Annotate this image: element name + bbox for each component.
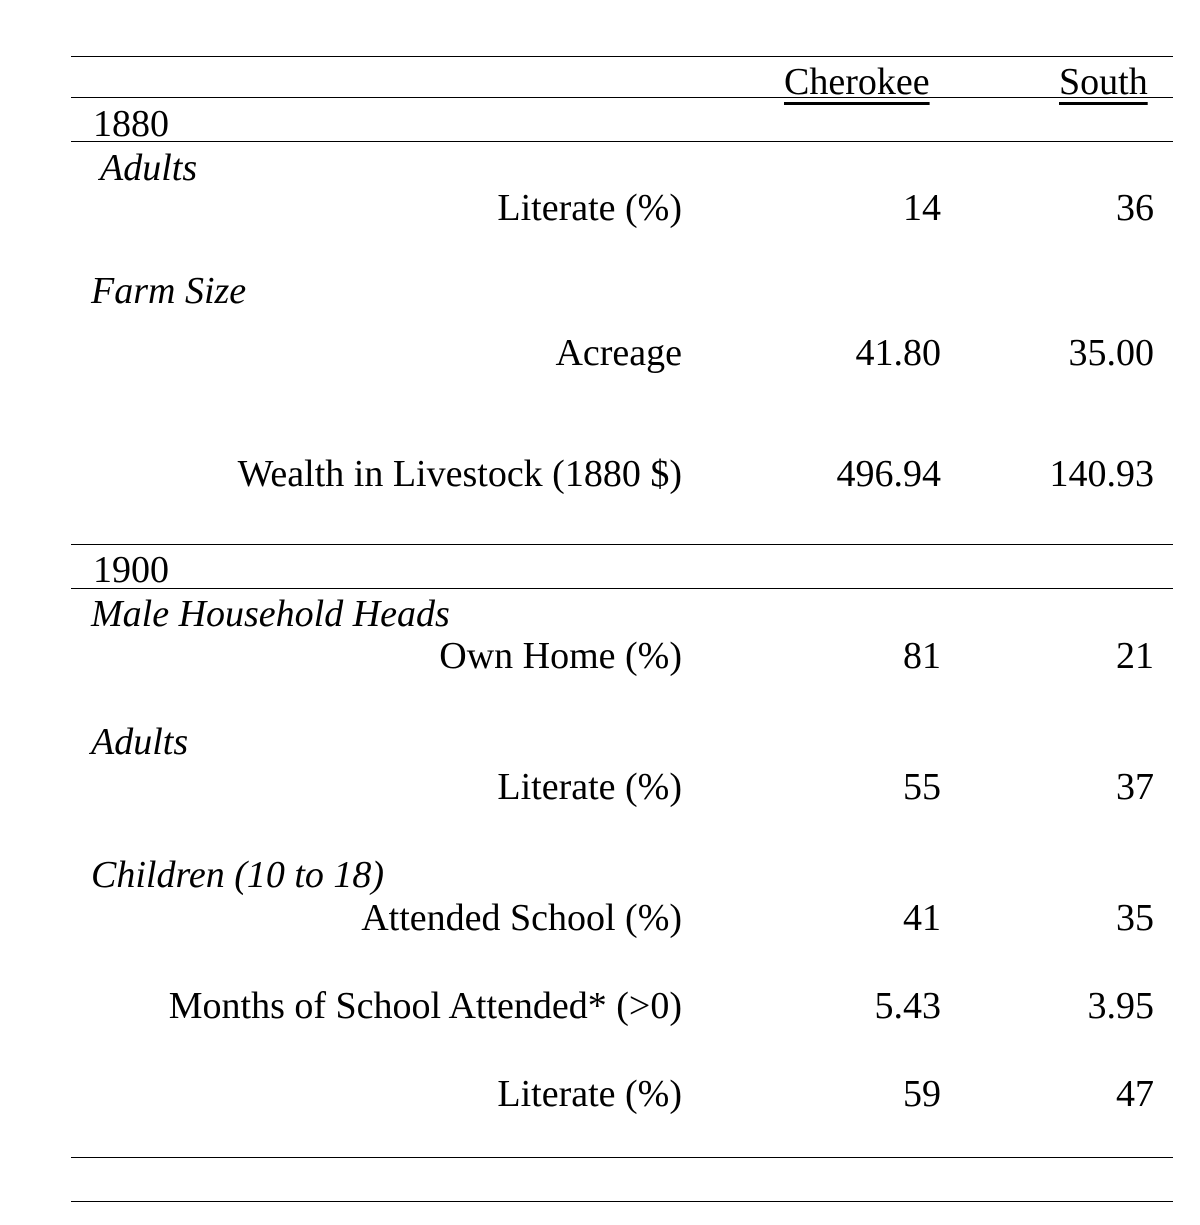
south-value: 47 [1116,1073,1154,1115]
section-year-1900: 1900 [93,549,169,591]
section-year-1880: 1880 [93,103,169,145]
header-bottom-rule [71,97,1173,98]
south-value: 140.93 [1049,453,1154,495]
section-1900-rule [71,588,1173,589]
row-label: Literate (%) [497,187,682,229]
cherokee-value: 81 [903,635,941,677]
south-value: 37 [1116,766,1154,808]
south-value: 3.95 [1087,985,1154,1027]
column-header-cherokee: Cherokee [784,61,930,103]
table-bottom-rule [71,1157,1173,1158]
section-1900-top-rule [71,544,1173,545]
row-label: Wealth in Livestock (1880 $) [237,453,682,495]
row-label: Own Home (%) [439,635,682,677]
cherokee-value: 41.80 [855,332,941,374]
row-label: Acreage [555,332,682,374]
south-value: 35.00 [1068,332,1154,374]
cherokee-value: 14 [903,187,941,229]
table-top-rule [71,56,1173,57]
row-label: Literate (%) [497,766,682,808]
group-label-adults-1880: Adults [100,147,198,189]
row-label: Months of School Attended* (>0) [168,985,682,1027]
group-label-adults-1900: Adults [91,721,189,763]
cherokee-value: 41 [903,897,941,939]
cherokee-value: 5.43 [874,985,941,1027]
group-label-children: Children (10 to 18) [91,854,385,896]
cherokee-value: 496.94 [836,453,941,495]
column-header-south: South [1059,61,1148,103]
south-value: 35 [1116,897,1154,939]
row-label: Attended School (%) [361,897,682,939]
cherokee-value: 59 [903,1073,941,1115]
south-value: 36 [1116,187,1154,229]
group-label-farm-size: Farm Size [91,270,247,312]
table-final-rule [71,1201,1173,1202]
cherokee-value: 55 [903,766,941,808]
group-label-male-household-heads: Male Household Heads [91,593,450,635]
row-label: Literate (%) [497,1073,682,1115]
south-value: 21 [1116,635,1154,677]
section-1880-rule [71,141,1173,142]
